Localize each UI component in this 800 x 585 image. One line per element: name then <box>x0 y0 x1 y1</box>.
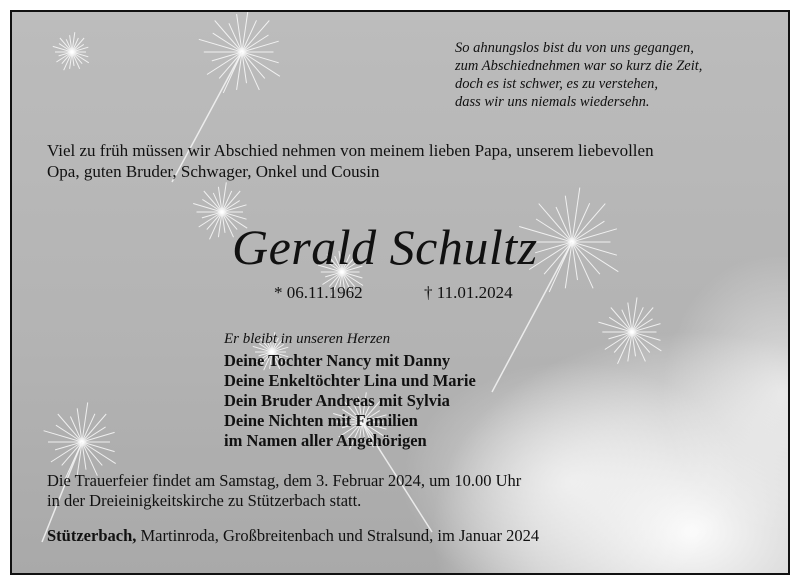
mourner-line: Dein Bruder Andreas mit Sylvia <box>224 391 450 410</box>
mourner-line: Deine Enkeltöchter Lina und Marie <box>224 371 476 390</box>
mourners-list <box>224 351 476 451</box>
obituary-notice <box>10 10 790 575</box>
poem-line: doch es ist schwer, es zu verstehen, <box>455 76 658 92</box>
motto: Er bleibt in unseren Herzen <box>224 331 391 347</box>
poem-line: dass wir uns niemals wiedersehn. <box>455 94 650 110</box>
service-line: Die Trauerfeier findet am Samstag, dem 3. Februar 2024, um 10.00 Uhr <box>47 471 522 490</box>
place-town: Stützerbach, <box>47 526 137 545</box>
funeral-service-info <box>47 471 777 511</box>
death-date: † 11.01.2024 <box>424 283 513 302</box>
mourner-line: Deine Nichten mit Familien <box>224 411 418 430</box>
place-rest: Martinroda, Großbreitenbach und Stralsund, im Januar 2024 <box>136 526 540 545</box>
intro-line: Viel zu früh müssen wir Abschied nehmen von meinem lieben Papa, unserem liebevollen <box>47 141 654 160</box>
intro-text <box>47 140 777 182</box>
intro-line: Opa, guten Bruder, Schwager, Onkel und Cousin <box>47 162 380 181</box>
poem <box>455 39 785 111</box>
mourner-line: Deine Tochter Nancy mit Danny <box>224 351 451 370</box>
birth-date: * 06.11.1962 <box>274 283 363 302</box>
service-line: in der Dreieinigkeitskirche zu Stützerbach statt. <box>47 491 362 510</box>
poem-line: zum Abschiednehmen war so kurz die Zeit, <box>455 58 703 74</box>
place-and-date <box>47 526 777 546</box>
mourner-line: im Namen aller Angehörigen <box>224 431 427 450</box>
deceased-name: Gerald Schultz <box>232 219 538 275</box>
poem-line: So ahnungslos bist du von uns gegangen, <box>455 40 694 56</box>
